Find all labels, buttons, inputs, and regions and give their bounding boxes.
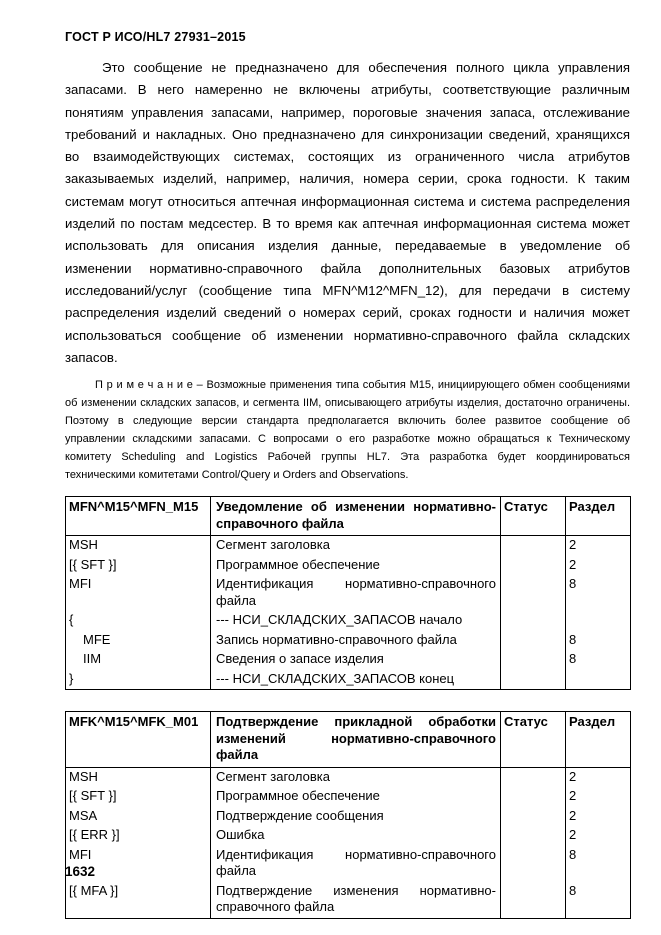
table-row <box>66 807 631 827</box>
section-cell: 2 <box>566 556 631 576</box>
segment-code-cell: { <box>66 611 211 631</box>
section-cell: 2 <box>566 536 631 556</box>
segment-desc-cell: Сведения о запасе изделия <box>211 650 501 670</box>
status-cell <box>501 611 566 631</box>
table-row <box>66 882 631 919</box>
segment-desc-cell: Программное обеспечение <box>211 556 501 576</box>
table-header-row <box>66 497 631 536</box>
page-number: 1632 <box>65 864 96 879</box>
segment-desc-cell: Программное обеспечение <box>211 787 501 807</box>
segment-desc-cell: Идентификация нормативно-справочного файла <box>211 575 501 611</box>
status-cell <box>501 670 566 690</box>
section-cell: 8 <box>566 846 631 882</box>
table-row <box>66 611 631 631</box>
segment-desc-cell: Запись нормативно-справочного файла <box>211 631 501 651</box>
segment-desc-cell: Подтверждение сообщения <box>211 807 501 827</box>
segment-desc-cell: Сегмент заголовка <box>211 536 501 556</box>
note-paragraph: П р и м е ч а н и е – Возможные применения типа события M15, инициирующего обмен сообщениями об изменении складских запасов, и сегмента IIM, описывающего атрибуты изделия, достаточно ограничены. Поэтому в следующие версии стандарта предполагается включить более развитое сообщение об управлении складскими запасами. С вопросами о его разработке можно обращаться к Техническому комитету Scheduling and Logistics Рабочей группы HL7. Эта разработка будет координироваться техническими комитетами Control/Query и Orders and Observations. <box>65 379 630 482</box>
segment-code-cell: MFE <box>66 631 211 651</box>
section-cell: 2 <box>566 826 631 846</box>
segment-code-cell: MSH <box>66 536 211 556</box>
message-desc-header: Уведомление об изменении нормативно-справочного файла <box>211 497 501 536</box>
mfn-message-table <box>65 496 631 690</box>
segment-desc-cell: Идентификация нормативно-справочного файла <box>211 846 501 882</box>
segment-code-cell: [{ ERR }] <box>66 826 211 846</box>
body-paragraph: Это сообщение не предназначено для обеспечения полного цикла управления запасами. В него намеренно не включены атрибуты, соответствующие различным понятиям управления запасами, например, пороговые значения запаса, отслеживание требований и накладных. Оно предназначено для синхронизации сведений, хранящихся во взаимодействующих системах, состоящих из ограниченного числа атрибутов заказываемых изделий, например, наличия, номера серии, срока годности. К таким системам могут относиться аптечная информационная система и система распределения изделий по постам медсестер. В то время как аптечная информационная система может использовать для описания изделия данные, передаваемые в уведомление об изменении нормативно-справочного файла дополнительных базовых атрибутов исследований/услуг (сообщение типа MFN^M12^MFN_12), для передачи в систему распределения изделий сведений о номерах серий, сроках годности и наличия может использоваться сообщение об изменении нормативно-справочного файла складских запасов. <box>65 60 630 365</box>
mfk-message-table <box>65 711 631 919</box>
segment-code-cell: [{ SFT }] <box>66 787 211 807</box>
table-row <box>66 846 631 882</box>
segment-desc-cell: --- НСИ_СКЛАДСКИХ_ЗАПАСОВ начало <box>211 611 501 631</box>
status-cell <box>501 631 566 651</box>
segment-desc-cell: Сегмент заголовка <box>211 767 501 787</box>
segment-code-cell: MFI <box>66 575 211 611</box>
status-cell <box>501 575 566 611</box>
document-header: ГОСТ Р ИСО/HL7 27931–2015 <box>65 30 246 44</box>
segment-desc-cell: Ошибка <box>211 826 501 846</box>
table-row <box>66 670 631 690</box>
segment-code-cell: IIM <box>66 650 211 670</box>
section-cell: 8 <box>566 882 631 919</box>
section-cell: 2 <box>566 787 631 807</box>
segment-desc-cell: --- НСИ_СКЛАДСКИХ_ЗАПАСОВ конец <box>211 670 501 690</box>
table-row <box>66 826 631 846</box>
section-cell <box>566 611 631 631</box>
section-column-header: Раздел <box>566 497 631 536</box>
status-cell <box>501 826 566 846</box>
section-column-header: Раздел <box>566 712 631 768</box>
table-row <box>66 556 631 576</box>
table-row <box>66 650 631 670</box>
segment-code-cell: MSH <box>66 767 211 787</box>
status-cell <box>501 556 566 576</box>
segment-code-cell: [{ SFT }] <box>66 556 211 576</box>
segment-code-cell: MSA <box>66 807 211 827</box>
table-row <box>66 787 631 807</box>
status-cell <box>501 536 566 556</box>
segment-code-cell: [{ MFA }] <box>66 882 211 919</box>
segment-code-cell: MFI <box>66 846 211 882</box>
status-column-header: Статус <box>501 497 566 536</box>
status-column-header: Статус <box>501 712 566 768</box>
section-cell: 2 <box>566 807 631 827</box>
message-code-header: MFN^M15^MFN_M15 <box>66 497 211 536</box>
status-cell <box>501 767 566 787</box>
table-row <box>66 536 631 556</box>
section-cell: 2 <box>566 767 631 787</box>
section-cell: 8 <box>566 575 631 611</box>
status-cell <box>501 807 566 827</box>
table-row <box>66 767 631 787</box>
status-cell <box>501 882 566 919</box>
status-cell <box>501 846 566 882</box>
segment-desc-cell: Подтверждение изменения нормативно-справочного файла <box>211 882 501 919</box>
section-cell <box>566 670 631 690</box>
segment-code-cell: } <box>66 670 211 690</box>
message-code-header: MFK^M15^MFK_M01 <box>66 712 211 768</box>
table-header-row <box>66 712 631 768</box>
message-desc-header: Подтверждение прикладной обработки изменений нормативно-справочного файла <box>211 712 501 768</box>
section-cell: 8 <box>566 650 631 670</box>
status-cell <box>501 787 566 807</box>
table-row <box>66 631 631 651</box>
table-row <box>66 575 631 611</box>
status-cell <box>501 650 566 670</box>
section-cell: 8 <box>566 631 631 651</box>
